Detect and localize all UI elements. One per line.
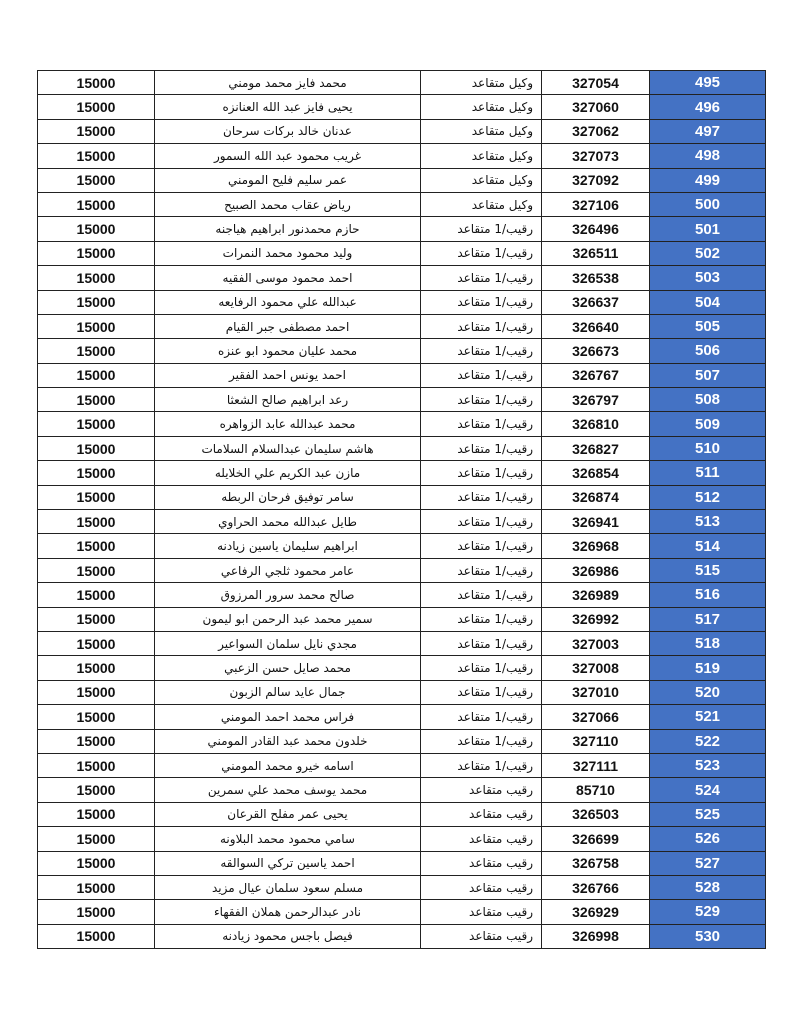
rank-cell: وكيل متقاعد — [421, 192, 542, 216]
table-row — [38, 436, 766, 460]
table-row — [38, 217, 766, 241]
id-number-cell: 327073 — [542, 144, 650, 168]
sequence-number-cell: 496 — [650, 95, 766, 119]
sequence-number-cell: 530 — [650, 924, 766, 948]
amount-cell: 15000 — [38, 510, 155, 534]
name-cell: محمد فايز محمد مومني — [155, 71, 421, 95]
name-cell: محمد صايل حسن الزعبي — [155, 656, 421, 680]
rank-cell: رقيب/1 متقاعد — [421, 363, 542, 387]
name-cell: فراس محمد احمد المومني — [155, 705, 421, 729]
amount-cell: 15000 — [38, 192, 155, 216]
name-cell: عدنان خالد بركات سرحان — [155, 119, 421, 143]
id-number-cell: 327008 — [542, 656, 650, 680]
amount-cell: 15000 — [38, 388, 155, 412]
amount-cell: 15000 — [38, 95, 155, 119]
id-number-cell: 326810 — [542, 412, 650, 436]
name-cell: جمال عايد سالم الزبون — [155, 680, 421, 704]
name-cell: احمد مصطفى جبر القيام — [155, 314, 421, 338]
rank-cell: رقيب/1 متقاعد — [421, 510, 542, 534]
amount-cell: 15000 — [38, 436, 155, 460]
id-number-cell: 326766 — [542, 875, 650, 899]
rank-cell: وكيل متقاعد — [421, 71, 542, 95]
amount-cell: 15000 — [38, 729, 155, 753]
id-number-cell: 326998 — [542, 924, 650, 948]
id-number-cell: 327054 — [542, 71, 650, 95]
rank-cell: رقيب/1 متقاعد — [421, 412, 542, 436]
table-row — [38, 339, 766, 363]
amount-cell: 15000 — [38, 412, 155, 436]
table-row — [38, 778, 766, 802]
name-cell: محمد عليان محمود ابو عنزه — [155, 339, 421, 363]
sequence-number-cell: 525 — [650, 802, 766, 826]
sequence-number-cell: 515 — [650, 558, 766, 582]
table-row — [38, 412, 766, 436]
amount-cell: 15000 — [38, 680, 155, 704]
table-row — [38, 705, 766, 729]
sequence-number-cell: 506 — [650, 339, 766, 363]
id-number-cell: 327060 — [542, 95, 650, 119]
rank-cell: رقيب/1 متقاعد — [421, 729, 542, 753]
id-number-cell: 326989 — [542, 583, 650, 607]
amount-cell: 15000 — [38, 144, 155, 168]
id-number-cell: 326673 — [542, 339, 650, 363]
rank-cell: وكيل متقاعد — [421, 144, 542, 168]
rank-cell: رقيب/1 متقاعد — [421, 485, 542, 509]
amount-cell: 15000 — [38, 875, 155, 899]
rank-cell: رقيب/1 متقاعد — [421, 461, 542, 485]
id-number-cell: 326854 — [542, 461, 650, 485]
name-cell: رياض عقاب محمد الصبيح — [155, 192, 421, 216]
rank-cell: رقيب/1 متقاعد — [421, 266, 542, 290]
name-cell: غريب محمود عبد الله السمور — [155, 144, 421, 168]
rank-cell: رقيب/1 متقاعد — [421, 436, 542, 460]
name-cell: عامر محمود ثلجي الرفاعي — [155, 558, 421, 582]
sequence-number-cell: 497 — [650, 119, 766, 143]
id-number-cell: 326986 — [542, 558, 650, 582]
sequence-number-cell: 513 — [650, 510, 766, 534]
rank-cell: رقيب/1 متقاعد — [421, 583, 542, 607]
name-cell: صالح محمد سرور المرزوق — [155, 583, 421, 607]
sequence-number-cell: 523 — [650, 753, 766, 777]
id-number-cell: 326511 — [542, 241, 650, 265]
id-number-cell: 326496 — [542, 217, 650, 241]
sequence-number-cell: 502 — [650, 241, 766, 265]
table-row — [38, 583, 766, 607]
table-row — [38, 753, 766, 777]
rank-cell: رقيب/1 متقاعد — [421, 314, 542, 338]
amount-cell: 15000 — [38, 461, 155, 485]
name-cell: سامي محمود محمد البلاونه — [155, 827, 421, 851]
table-row — [38, 875, 766, 899]
table-row — [38, 95, 766, 119]
sequence-number-cell: 510 — [650, 436, 766, 460]
id-number-cell: 327066 — [542, 705, 650, 729]
rank-cell: رقيب/1 متقاعد — [421, 631, 542, 655]
name-cell: يحيى عمر مفلح القرعان — [155, 802, 421, 826]
sequence-number-cell: 500 — [650, 192, 766, 216]
sequence-number-cell: 503 — [650, 266, 766, 290]
sequence-number-cell: 518 — [650, 631, 766, 655]
name-cell: حازم محمدنور ابراهيم هياجنه — [155, 217, 421, 241]
sequence-number-cell: 504 — [650, 290, 766, 314]
amount-cell: 15000 — [38, 631, 155, 655]
amount-cell: 15000 — [38, 71, 155, 95]
table-row — [38, 900, 766, 924]
amount-cell: 15000 — [38, 607, 155, 631]
table-row — [38, 314, 766, 338]
amount-cell: 15000 — [38, 290, 155, 314]
name-cell: عمر سليم فليح المومني — [155, 168, 421, 192]
rank-cell: رقيب متقاعد — [421, 924, 542, 948]
rank-cell: رقيب/1 متقاعد — [421, 388, 542, 412]
rank-cell: رقيب/1 متقاعد — [421, 607, 542, 631]
name-cell: اسامه خيرو محمد المومني — [155, 753, 421, 777]
rank-cell: رقيب متقاعد — [421, 900, 542, 924]
id-number-cell: 327110 — [542, 729, 650, 753]
rank-cell: رقيب/1 متقاعد — [421, 217, 542, 241]
name-cell: مجدي نايل سلمان السواعير — [155, 631, 421, 655]
amount-cell: 15000 — [38, 534, 155, 558]
id-number-cell: 326968 — [542, 534, 650, 558]
amount-cell: 15000 — [38, 485, 155, 509]
amount-cell: 15000 — [38, 558, 155, 582]
id-number-cell: 327003 — [542, 631, 650, 655]
name-cell: عبدالله علي محمود الرفايعه — [155, 290, 421, 314]
id-number-cell: 327092 — [542, 168, 650, 192]
amount-cell: 15000 — [38, 241, 155, 265]
name-cell: وليد محمود محمد النمرات — [155, 241, 421, 265]
rank-cell: رقيب/1 متقاعد — [421, 680, 542, 704]
sequence-number-cell: 505 — [650, 314, 766, 338]
sequence-number-cell: 499 — [650, 168, 766, 192]
table-row — [38, 534, 766, 558]
name-cell: محمد عبدالله عابد الزواهره — [155, 412, 421, 436]
id-number-cell: 327010 — [542, 680, 650, 704]
name-cell: يحيى فايز عبد الله العنانزه — [155, 95, 421, 119]
id-number-cell: 326640 — [542, 314, 650, 338]
sequence-number-cell: 512 — [650, 485, 766, 509]
sequence-number-cell: 495 — [650, 71, 766, 95]
rank-cell: رقيب متقاعد — [421, 778, 542, 802]
table-row — [38, 168, 766, 192]
rank-cell: وكيل متقاعد — [421, 95, 542, 119]
amount-cell: 15000 — [38, 924, 155, 948]
sequence-number-cell: 514 — [650, 534, 766, 558]
table-row — [38, 827, 766, 851]
amount-cell: 15000 — [38, 753, 155, 777]
sequence-number-cell: 498 — [650, 144, 766, 168]
name-cell: نادر عبدالرحمن هملان الفقهاء — [155, 900, 421, 924]
rank-cell: رقيب/1 متقاعد — [421, 656, 542, 680]
sequence-number-cell: 517 — [650, 607, 766, 631]
table-row — [38, 71, 766, 95]
rank-cell: رقيب/1 متقاعد — [421, 339, 542, 363]
amount-cell: 15000 — [38, 363, 155, 387]
sequence-number-cell: 529 — [650, 900, 766, 924]
id-number-cell: 326503 — [542, 802, 650, 826]
name-cell: احمد ياسين تركي السوالقه — [155, 851, 421, 875]
id-number-cell: 326758 — [542, 851, 650, 875]
table-row — [38, 802, 766, 826]
sequence-number-cell: 527 — [650, 851, 766, 875]
table-row — [38, 192, 766, 216]
name-cell: طايل عبدالله محمد الحراوي — [155, 510, 421, 534]
rank-cell: رقيب/1 متقاعد — [421, 705, 542, 729]
amount-cell: 15000 — [38, 802, 155, 826]
id-number-cell: 326929 — [542, 900, 650, 924]
name-cell: فيصل باجس محمود زيادنه — [155, 924, 421, 948]
table-row — [38, 241, 766, 265]
id-number-cell: 326827 — [542, 436, 650, 460]
amount-cell: 15000 — [38, 827, 155, 851]
table-row — [38, 144, 766, 168]
name-cell: هاشم سليمان عبدالسلام السلامات — [155, 436, 421, 460]
table-row — [38, 558, 766, 582]
id-number-cell: 326538 — [542, 266, 650, 290]
table-row — [38, 388, 766, 412]
id-number-cell: 327111 — [542, 753, 650, 777]
table-row — [38, 266, 766, 290]
sequence-number-cell: 508 — [650, 388, 766, 412]
amount-cell: 15000 — [38, 314, 155, 338]
rank-cell: وكيل متقاعد — [421, 168, 542, 192]
table-row — [38, 363, 766, 387]
rank-cell: رقيب/1 متقاعد — [421, 241, 542, 265]
id-number-cell: 326874 — [542, 485, 650, 509]
rank-cell: رقيب متقاعد — [421, 875, 542, 899]
id-number-cell: 326767 — [542, 363, 650, 387]
table-row — [38, 924, 766, 948]
id-number-cell: 85710 — [542, 778, 650, 802]
sequence-number-cell: 511 — [650, 461, 766, 485]
rank-cell: رقيب متقاعد — [421, 802, 542, 826]
id-number-cell: 327062 — [542, 119, 650, 143]
name-cell: احمد يونس احمد الفقير — [155, 363, 421, 387]
sequence-number-cell: 516 — [650, 583, 766, 607]
amount-cell: 15000 — [38, 168, 155, 192]
name-cell: مازن عبد الكريم علي الخلايله — [155, 461, 421, 485]
table-row — [38, 656, 766, 680]
sequence-number-cell: 521 — [650, 705, 766, 729]
rank-cell: رقيب/1 متقاعد — [421, 534, 542, 558]
id-number-cell: 326797 — [542, 388, 650, 412]
id-number-cell: 327106 — [542, 192, 650, 216]
sequence-number-cell: 509 — [650, 412, 766, 436]
table-row — [38, 290, 766, 314]
rank-cell: وكيل متقاعد — [421, 119, 542, 143]
sequence-number-cell: 507 — [650, 363, 766, 387]
rank-cell: رقيب/1 متقاعد — [421, 753, 542, 777]
rank-cell: رقيب متقاعد — [421, 827, 542, 851]
rank-cell: رقيب/1 متقاعد — [421, 290, 542, 314]
amount-cell: 15000 — [38, 339, 155, 363]
name-cell: رعد ابراهيم صالح الشعثا — [155, 388, 421, 412]
table-row — [38, 851, 766, 875]
amount-cell: 15000 — [38, 900, 155, 924]
name-cell: مسلم سعود سلمان عيال مزيد — [155, 875, 421, 899]
amount-cell: 15000 — [38, 778, 155, 802]
name-cell: سمير محمد عبد الرحمن ابو ليمون — [155, 607, 421, 631]
table-body — [38, 71, 766, 949]
amount-cell: 15000 — [38, 217, 155, 241]
table-row — [38, 510, 766, 534]
amount-cell: 15000 — [38, 583, 155, 607]
name-cell: خلدون محمد عبد القادر المومني — [155, 729, 421, 753]
sequence-number-cell: 519 — [650, 656, 766, 680]
table-row — [38, 485, 766, 509]
amount-cell: 15000 — [38, 851, 155, 875]
table-row — [38, 729, 766, 753]
sequence-number-cell: 501 — [650, 217, 766, 241]
table-row — [38, 680, 766, 704]
rank-cell: رقيب/1 متقاعد — [421, 558, 542, 582]
name-cell: سامر توفيق فرحان الربطه — [155, 485, 421, 509]
table-row — [38, 461, 766, 485]
name-cell: ابراهيم سليمان ياسين زيادنه — [155, 534, 421, 558]
sequence-number-cell: 528 — [650, 875, 766, 899]
sequence-number-cell: 526 — [650, 827, 766, 851]
id-number-cell: 326637 — [542, 290, 650, 314]
amount-cell: 15000 — [38, 266, 155, 290]
amount-cell: 15000 — [38, 656, 155, 680]
rank-cell: رقيب متقاعد — [421, 851, 542, 875]
amount-cell: 15000 — [38, 705, 155, 729]
id-number-cell: 326941 — [542, 510, 650, 534]
table-row — [38, 607, 766, 631]
id-number-cell: 326992 — [542, 607, 650, 631]
table-row — [38, 119, 766, 143]
amount-cell: 15000 — [38, 119, 155, 143]
table-row — [38, 631, 766, 655]
sequence-number-cell: 524 — [650, 778, 766, 802]
personnel-table — [37, 70, 766, 949]
name-cell: محمد يوسف محمد علي سمرين — [155, 778, 421, 802]
sequence-number-cell: 522 — [650, 729, 766, 753]
name-cell: احمد محمود موسى الفقيه — [155, 266, 421, 290]
id-number-cell: 326699 — [542, 827, 650, 851]
sequence-number-cell: 520 — [650, 680, 766, 704]
